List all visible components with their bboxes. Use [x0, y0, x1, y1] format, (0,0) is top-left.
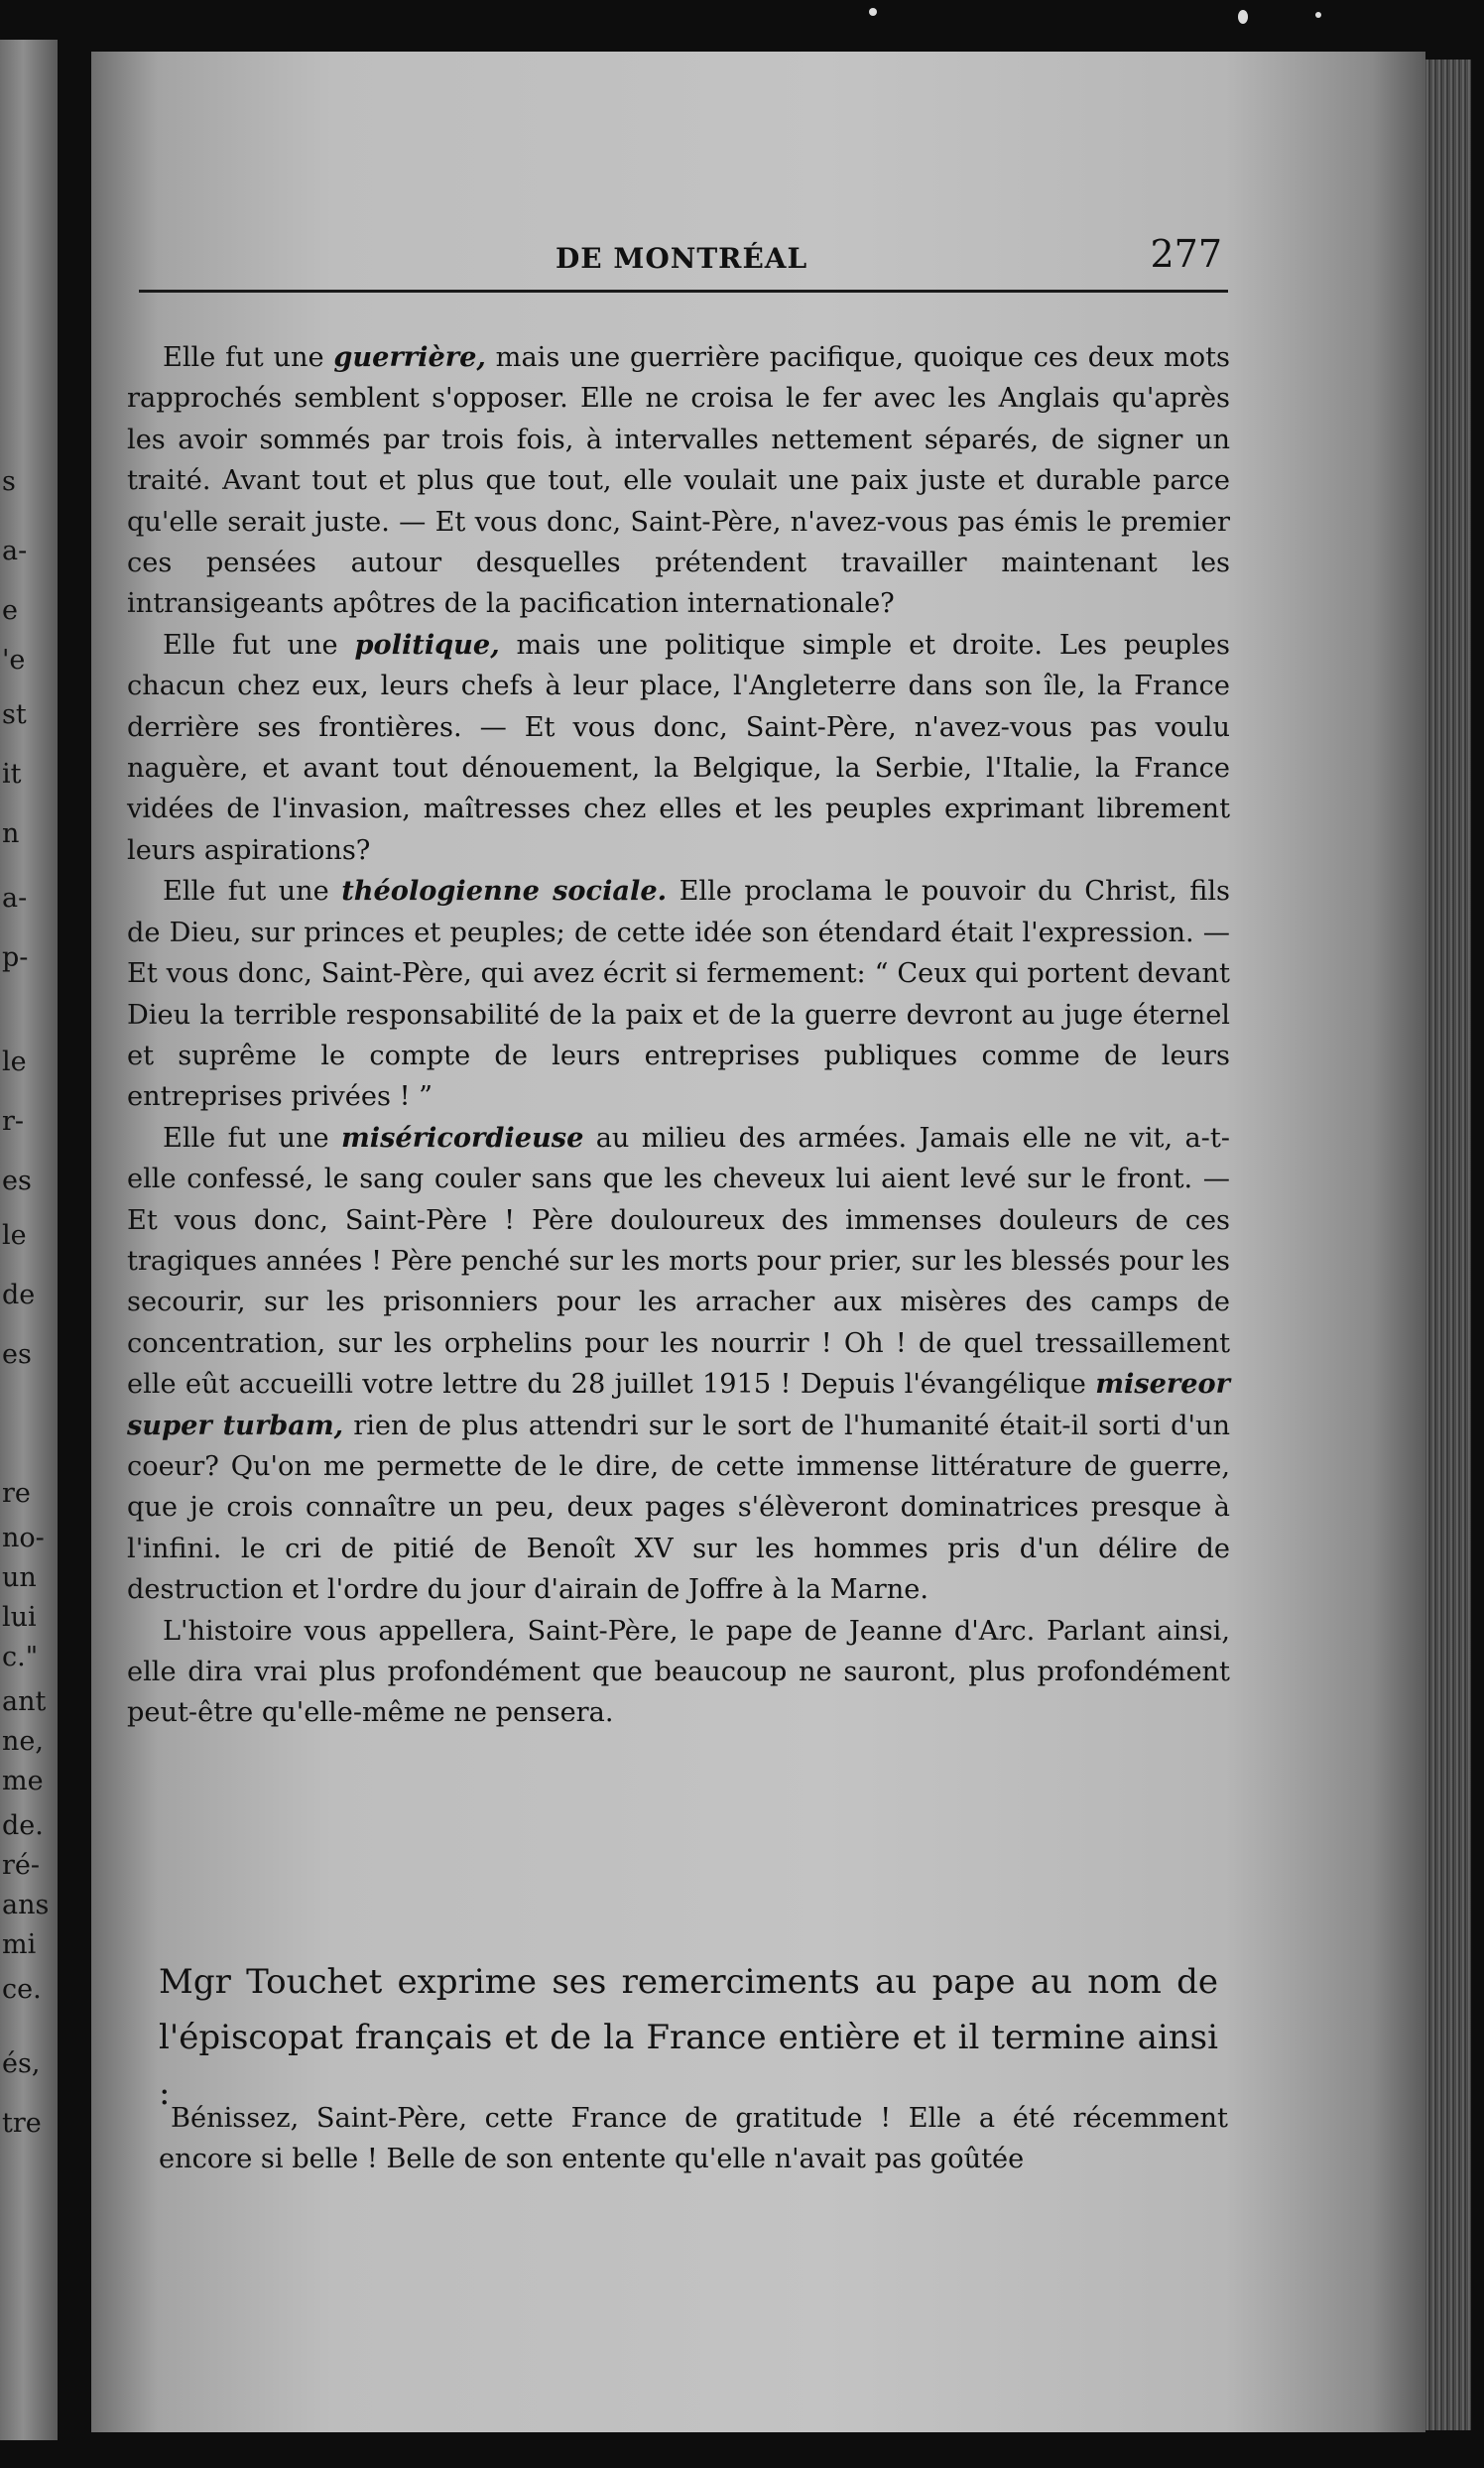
page-number: 277 — [1150, 232, 1222, 276]
page-header — [139, 230, 1228, 293]
facing-page-text-fragment: n — [2, 818, 20, 849]
paragraph-theologienne — [127, 871, 1230, 1117]
paragraph-lead: Elle fut une — [163, 1122, 341, 1154]
scan-speck — [869, 8, 877, 16]
facing-page-text-fragment: es — [2, 1339, 32, 1370]
paragraph-text: au milieu des armées. Jamais elle ne vit, a-t-elle confessé, le sang couler sans que les cheveux lui aient levé sur le front. — Et vous donc, Saint-Père ! Père douloureux des immenses douleurs de ces tragiques années ! Père penché sur les morts pour prier, sur les blessés pour les secourir, sur les prisonniers pour les arracher aux misères des camps de concentration, sur les orphelins pour les nourrir ! Oh ! de quel tressaillement elle eût accueilli votre lettre du 28 juillet 1915 ! Depuis l'évangélique — [127, 1122, 1230, 1401]
facing-page-text-fragment: mi — [2, 1929, 37, 1960]
facing-page-text-fragment: de. — [2, 1810, 44, 1841]
closing-quote — [159, 2098, 1228, 2179]
emphasis-latin: misereor super turbam, — [127, 1368, 1230, 1441]
paragraph-text: mais une politique simple et droite. Les peuples chacun chez eux, leurs chefs à leur place, l'Angleterre dans son île, la France derrière ses frontières. — Et vous donc, Saint-Père, n'avez-vous pas voulu naguère, et avant tout dénouement, la Belgique, la Serbie, l'Italie, la France vidées de l'invasion, maîtresses chez elles et les peuples exprimant librement leurs aspirations? — [127, 629, 1230, 866]
paragraph-text: rien de plus attendri sur le sort de l'humanité était-il sorti d'un coeur? Qu'on me permette de le dire, de cette immense littérature de guerre, que je crois connaître un peu, deux pages s'élèveront dominatrices presque à l'infini. le cri de pitié de Benoît XV sur les hommes pris d'un délire de destruction et l'ordre du jour d'airain de Joffre à la Marne. — [127, 1410, 1230, 1606]
facing-page-text-fragment: no- — [2, 1523, 45, 1553]
facing-page-text-fragment: c." — [2, 1642, 39, 1672]
scan-speck — [1238, 10, 1248, 24]
paragraph-text: Elle proclama le pouvoir du Christ, fils de Dieu, sur princes et peuples; de cette idée son étendard était l'expression. — Et vous donc, Saint-Père, qui avez écrit si fermement: “ Ceux qui portent devant Dieu la terrible responsabilité de la paix et de la guerre devront au juge éternel et suprême le compte de leurs entreprises publiques comme de leurs entreprises privées ! ” — [127, 876, 1230, 1113]
emphasis-term: miséricordieuse — [341, 1121, 584, 1154]
paragraph-misericordieuse — [127, 1118, 1230, 1611]
facing-page-text-fragment: ant — [2, 1686, 47, 1717]
paragraph-guerriere — [127, 337, 1230, 625]
facing-page-text-fragment: lui — [2, 1602, 37, 1633]
paragraph-lead: Elle fut une — [163, 342, 334, 373]
facing-page-text-fragment: ans — [2, 1890, 50, 1920]
facing-page-text-fragment: es — [2, 1166, 32, 1196]
running-head: DE MONTRÉAL — [556, 242, 808, 275]
emphasis-term: politique, — [354, 628, 500, 661]
paragraph-histoire — [127, 1611, 1230, 1734]
paragraph-lead: Elle fut une — [163, 629, 355, 661]
facing-page-text-fragment: e — [2, 595, 18, 626]
facing-page-text-fragment: a- — [2, 536, 28, 566]
facing-page-edge — [0, 40, 58, 2440]
emphasis-term: guerrière, — [333, 341, 486, 373]
facing-page-text-fragment: re — [2, 1478, 31, 1509]
facing-page-text-fragment: un — [2, 1562, 37, 1593]
facing-page-text-fragment: a- — [2, 883, 28, 914]
body-text — [127, 337, 1230, 1734]
page-stack-edge — [1425, 60, 1471, 2430]
facing-page-text-fragment: st — [2, 699, 27, 730]
paragraph-text: L'histoire vous appellera, Saint-Père, le pape de Jeanne d'Arc. Parlant ainsi, elle dira vrai plus profondément que beaucoup ne sauront, plus profondément peut-être qu'elle-même ne pensera. — [127, 1615, 1230, 1729]
scan-speck — [1315, 12, 1321, 18]
facing-page-text-fragment: ne, — [2, 1726, 44, 1757]
paragraph-text: mais une guerrière pacifique, quoique ces deux mots rapprochés semblent s'opposer. Elle ne croisa le fer avec les Anglais qu'après les avoir sommés par trois fois, à intervalles nettement séparés, de signer un traité. Avant tout et plus que tout, elle voulait une paix juste et durable parce qu'elle serait juste. — Et vous donc, Saint-Père, n'avez-vous pas émis le premier ces pensées autour desquelles prétendent travailler maintenant les intransigeants apôtres de la pacification internationale? — [127, 342, 1230, 620]
paragraph-politique — [127, 625, 1230, 871]
facing-page-text-fragment: de — [2, 1280, 36, 1310]
paragraph-lead: Elle fut une — [163, 876, 342, 908]
facing-page-text-fragment: tre — [2, 2108, 42, 2139]
facing-page-text-fragment: s — [2, 466, 16, 497]
closing-text: Bénissez, Saint-Père, cette France de gratitude ! Elle a été récemment encore si belle ! Belle de son entente qu'elle n'avait pas goûtée — [159, 2103, 1228, 2174]
facing-page-text-fragment: le — [2, 1047, 27, 1077]
facing-page-text-fragment: me — [2, 1766, 44, 1796]
facing-page-text-fragment: ce. — [2, 1974, 42, 2005]
facing-page-text-fragment: és, — [2, 2048, 41, 2079]
narration-paragraph: Mgr Touchet exprime ses remerciments au pape au nom de l'épiscopat français et de la France entière et il termine ainsi : — [159, 1962, 1218, 2113]
facing-page-text-fragment: r- — [2, 1106, 25, 1137]
emphasis-term: théologienne sociale. — [341, 875, 668, 908]
facing-page-text-fragment: ré- — [2, 1850, 41, 1881]
facing-page-text-fragment: 'e — [2, 645, 26, 676]
facing-page-text-fragment: it — [2, 759, 22, 790]
facing-page-text-fragment: p- — [2, 942, 29, 973]
facing-page-text-fragment: le — [2, 1220, 27, 1251]
